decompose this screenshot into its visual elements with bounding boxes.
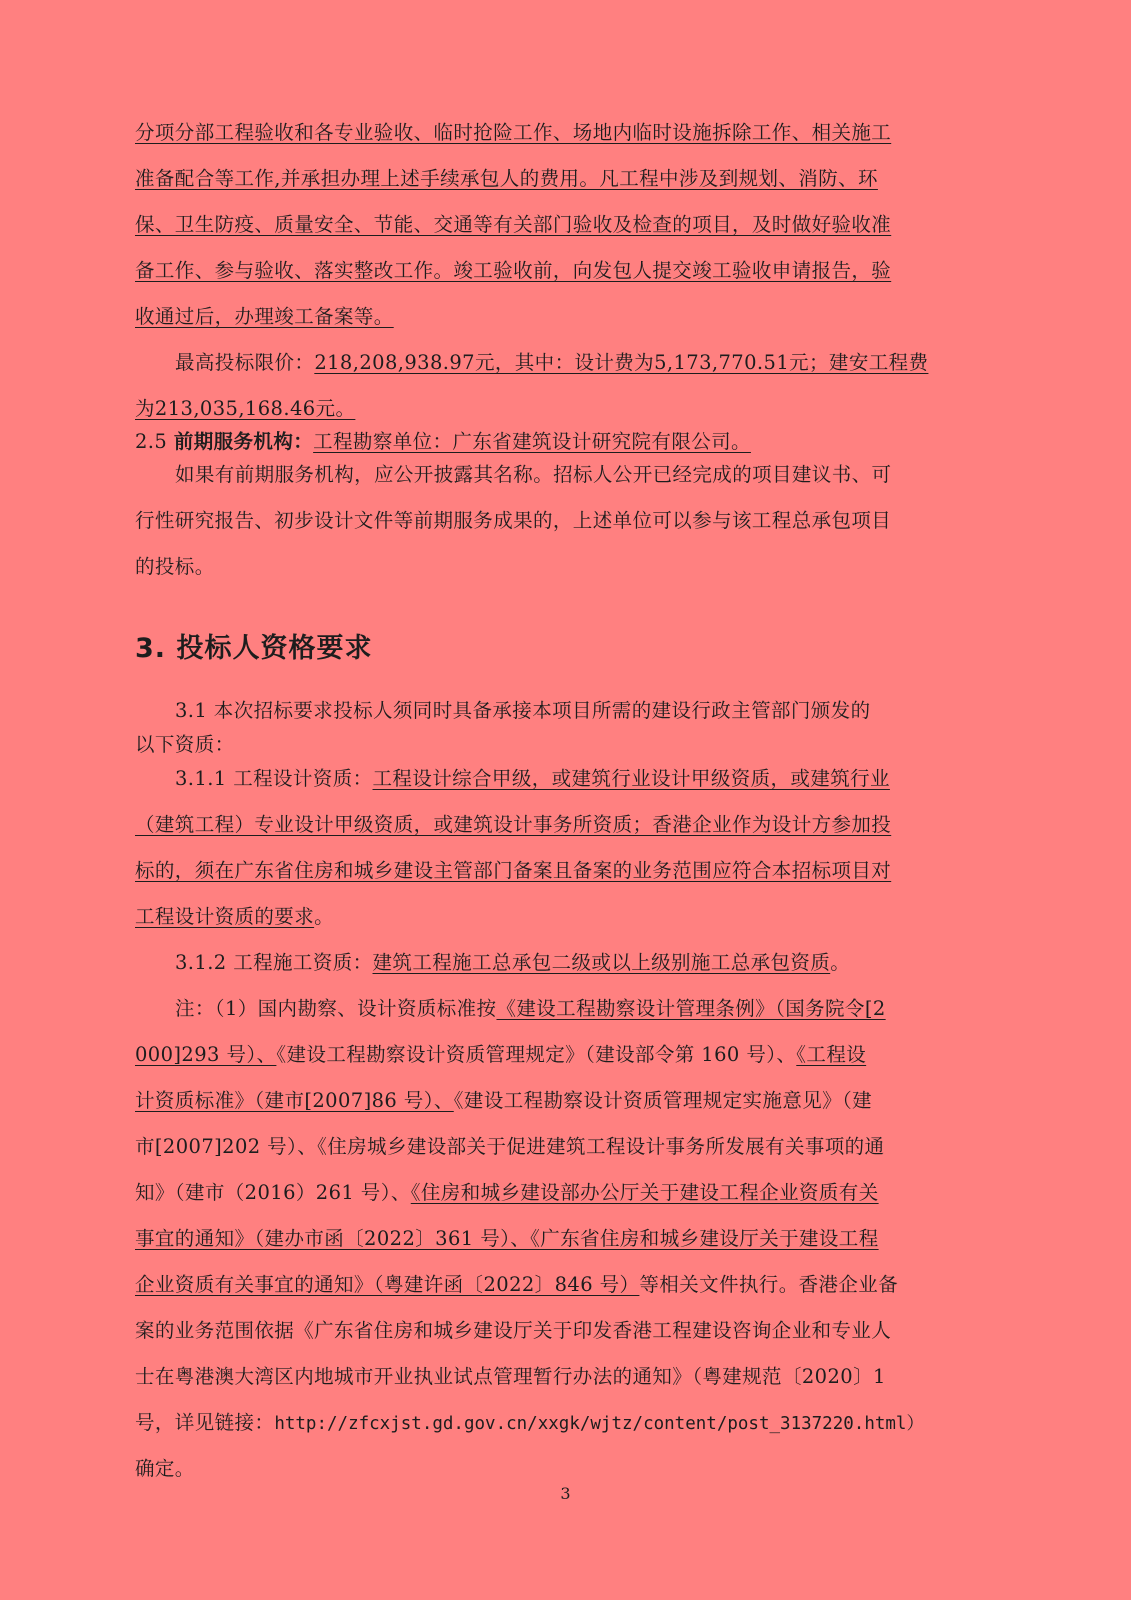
- item-number: 2.5: [135, 430, 174, 453]
- item-value: 建筑工程施工总承包二级或以上级别施工总承包资质: [372, 951, 831, 974]
- paragraph-line: [135, 904, 334, 930]
- item-3-1-2: [175, 950, 850, 976]
- note-reference: 企业资质有关事宜的通知》（粤建许函〔2022〕846 号）: [135, 1273, 640, 1296]
- paragraph-line: 标的，须在广东省住房和城乡建设主管部门备案且备案的业务范围应符合本招标项目对: [135, 859, 892, 882]
- max-price-line-2: 为213,035,168.46元。: [135, 397, 356, 420]
- paragraph-line: 行性研究报告、初步设计文件等前期服务成果的，上述单位可以参与该工程总承包项目: [135, 509, 892, 532]
- note-line: [175, 996, 886, 1022]
- note-reference: 《工程设: [796, 1043, 867, 1066]
- note-text: 注：（1）国内勘察、设计资质标准按: [175, 997, 497, 1020]
- note-reference: 000]293 号）、: [135, 1043, 277, 1066]
- item-2-5: [135, 429, 751, 455]
- note-reference: 《住房和城乡建设部办公厅关于建设工程企业资质有关: [410, 1181, 879, 1204]
- paragraph-line: （建筑工程）专业设计甲级资质，或建筑设计事务所资质；香港企业作为设计方参加投: [135, 813, 892, 836]
- item-value: 工程勘察单位：广东省建筑设计研究院有限公司。: [313, 430, 751, 453]
- note-line: 确定。: [135, 1457, 195, 1480]
- note-line: [135, 1272, 898, 1298]
- note-line: 事宜的通知》（建办市函〔2022〕361 号）、《广东省住房和城乡建设厅关于建设工程: [135, 1227, 879, 1250]
- page-number: 3: [560, 1484, 571, 1503]
- note-reference: 计资质标准》（建市[2007]86 号）、: [135, 1089, 454, 1112]
- paragraph-line: 收通过后，办理竣工备案等。: [135, 305, 394, 328]
- punctuation: 。: [830, 951, 851, 974]
- item-value: 工程设计资质的要求: [135, 905, 315, 928]
- paragraph-line: 的投标。: [135, 555, 215, 578]
- note-line: [135, 1042, 866, 1068]
- paragraph-line: 准备配合等工作,并承担办理上述手续承包人的费用。凡工程中涉及到规划、消防、环: [135, 167, 878, 190]
- max-price-value: 218,208,938.97元，其中：设计费为5,173,770.51元；建安工程费: [314, 351, 929, 374]
- item-label: 3.1.1 工程设计资质：: [175, 767, 373, 790]
- max-price-label: 最高投标限价：: [175, 351, 315, 374]
- note-reference: 《建设工程勘察设计管理条例》（国务院令[2: [496, 997, 886, 1020]
- paragraph-line: 保、卫生防疫、质量安全、节能、交通等有关部门验收及检查的项目，及时做好验收准: [135, 213, 892, 236]
- note-line: [135, 1088, 872, 1114]
- note-line: 士在粤港澳大湾区内地城市开业执业试点管理暂行办法的通知》（粤建规范〔2020〕1: [135, 1365, 886, 1388]
- item-3-1-line: 3.1 本次招标要求投标人须同时具备承接本项目所需的建设行政主管部门颁发的: [175, 699, 871, 722]
- item-label: 前期服务机构：: [173, 430, 314, 453]
- note-line: [135, 1410, 924, 1437]
- section-heading: 3. 投标人资格要求: [135, 633, 373, 664]
- note-text: 《建设工程勘察设计资质管理规定实施意见》（建: [453, 1089, 873, 1112]
- item-label: 3.1.2 工程施工资质：: [175, 951, 373, 974]
- note-text: 等相关文件执行。香港企业备: [639, 1273, 899, 1296]
- item-3-1-line: 以下资质：: [135, 733, 235, 756]
- note-line: 市[2007]202 号）、《住房城乡建设部关于促进建筑工程设计事务所发展有关事项的通: [135, 1135, 885, 1158]
- note-text: 《建设工程勘察设计资质管理规定》（建设部令第 160 号）、: [276, 1043, 797, 1066]
- paragraph-line: 如果有前期服务机构，应公开披露其名称。招标人公开已经完成的项目建议书、可: [175, 463, 892, 486]
- item-3-1-1: [175, 766, 890, 792]
- note-link[interactable]: http://zfcxjst.gd.gov.cn/xxgk/wjtz/content/post_3137220.html）: [274, 1414, 924, 1434]
- punctuation: 。: [314, 905, 335, 928]
- max-price-line: [175, 350, 928, 376]
- paragraph-line: 备工作、参与验收、落实整改工作。竣工验收前，向发包人提交竣工验收申请报告，验: [135, 259, 892, 282]
- note-line: [135, 1180, 879, 1206]
- item-value: 工程设计综合甲级，或建筑行业设计甲级资质，或建筑行业: [372, 767, 890, 790]
- note-line: 案的业务范围依据《广东省住房和城乡建设厅关于印发香港工程建设咨询企业和专业人: [135, 1319, 892, 1342]
- note-text: 号，详见链接：: [135, 1411, 275, 1434]
- paragraph-line: 分项分部工程验收和各专业验收、临时抢险工作、场地内临时设施拆除工作、相关施工: [135, 121, 892, 144]
- note-text: 知》（建市（2016）261 号）、: [135, 1181, 411, 1204]
